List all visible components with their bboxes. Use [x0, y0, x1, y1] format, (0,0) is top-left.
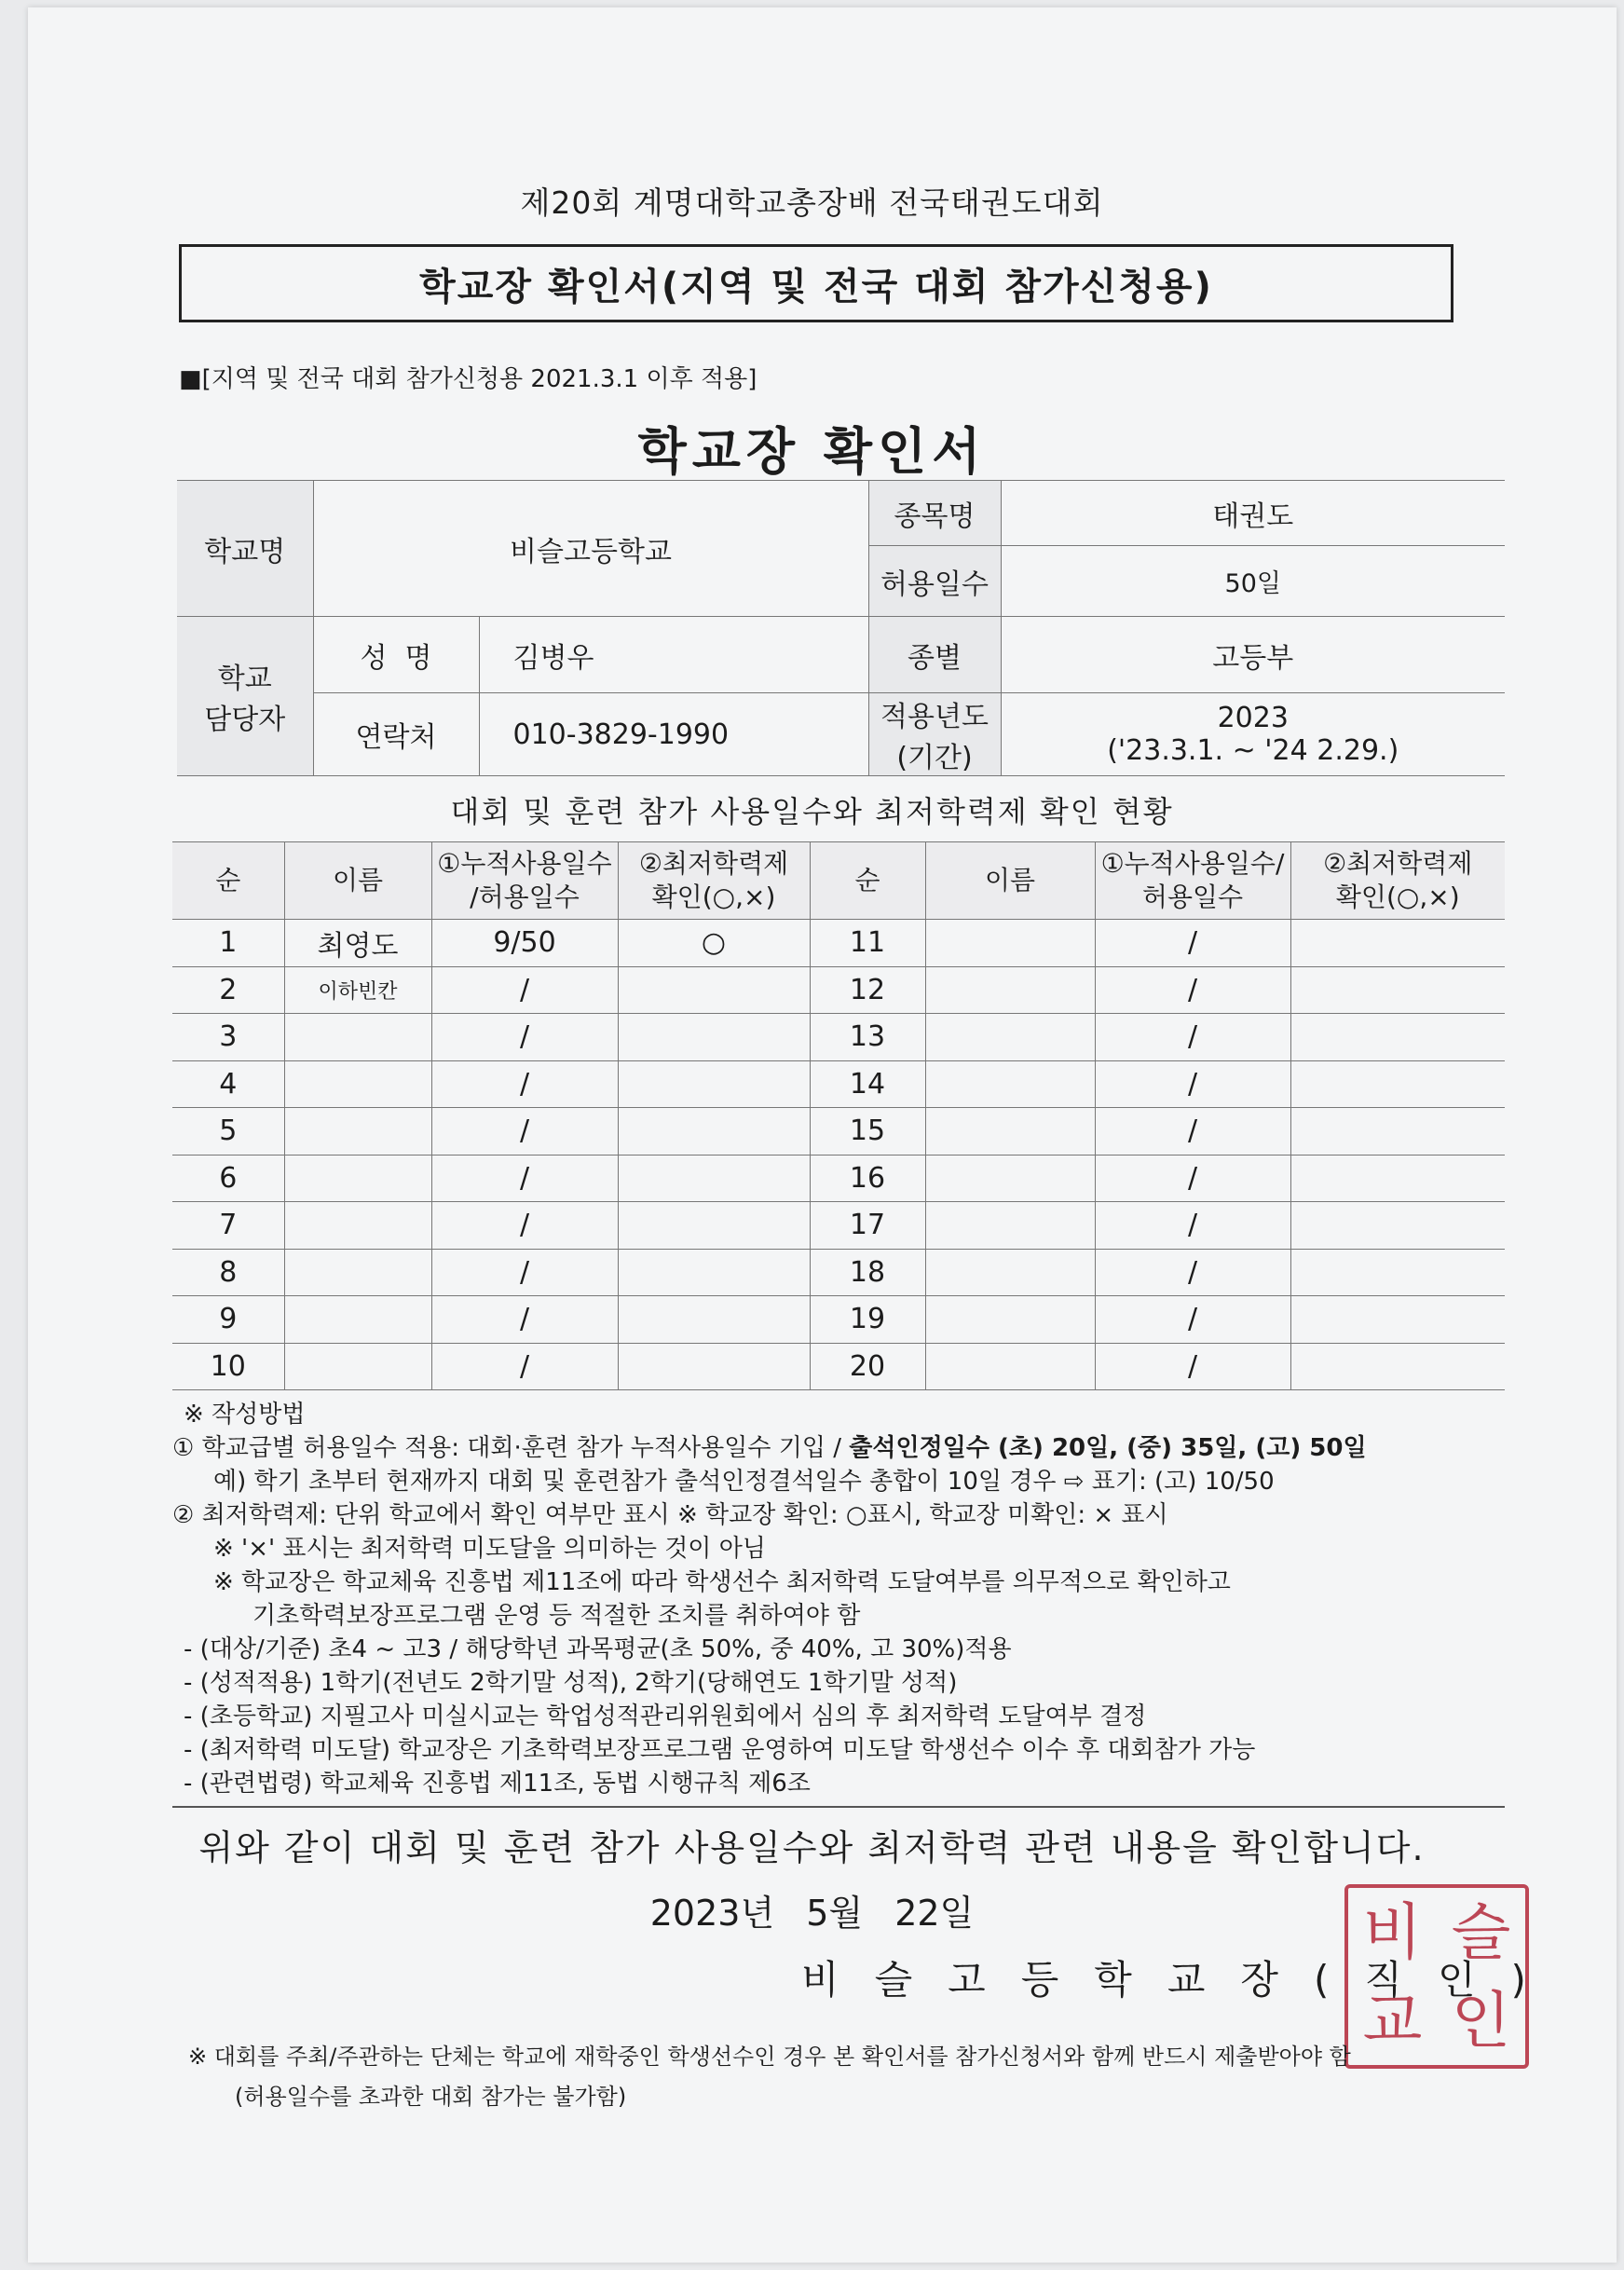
school-info-table: [177, 480, 1505, 776]
row-check: [618, 1296, 810, 1344]
divider: [172, 1806, 1505, 1808]
official-seal-stamp: [1344, 1884, 1529, 2069]
row-check: ○: [618, 920, 810, 967]
row-check: [618, 966, 810, 1014]
row-check: [618, 1249, 810, 1296]
header-check-right-line2: 확인(○,×): [1335, 882, 1460, 912]
row-name: [284, 1060, 431, 1108]
issue-date: 2023년 5월 22일: [649, 1893, 975, 1934]
header-check-right: [1290, 842, 1505, 920]
row-no-right: 17: [810, 1202, 925, 1250]
header-check-right-line1: ②최저학력제: [1323, 848, 1473, 879]
table-row: [172, 1249, 1505, 1296]
row-check-right: [1290, 1202, 1505, 1250]
row-name: [284, 1108, 431, 1156]
row-days-right: /: [1095, 1202, 1290, 1250]
row-no-right: 14: [810, 1060, 925, 1108]
row-days: /: [431, 1343, 618, 1390]
row-check-right: [1290, 1014, 1505, 1061]
row-no-right: 18: [810, 1249, 925, 1296]
row-no: 8: [172, 1249, 284, 1296]
footnote-sub: (허용일수를 초과한 대회 참가는 불가함): [235, 2084, 627, 2110]
row-check: [618, 1014, 810, 1061]
row-days: /: [431, 966, 618, 1014]
note-1-example: 예) 학기 초부터 현재까지 대회 및 훈련참가 출석인정결석일수 총합이 10일 경우 ⇨ 표기: (고) 10/50: [213, 1468, 1275, 1496]
note-7: - (성적적용) 1학기(전년도 2학기말 성적), 2학기(당해연도 1학기말 성적): [184, 1669, 958, 1697]
division-label: 종별: [868, 617, 1001, 693]
row-check: [618, 1108, 810, 1156]
row-name: [284, 1296, 431, 1344]
phone-value: 010-3829-1990: [479, 693, 868, 776]
row-no: 1: [172, 920, 284, 967]
note-1-bold: 출석인정일수 (초) 20일, (중) 35일, (고) 50일: [849, 1434, 1367, 1462]
table-row: [172, 966, 1505, 1014]
row-days-right: /: [1095, 1108, 1290, 1156]
header-name-right: 이름: [925, 842, 1095, 920]
row-no-right: 19: [810, 1296, 925, 1344]
note-8: - (초등학교) 지필고사 미실시교는 학업성적관리위원회에서 심의 후 최저학력 도달여부 결정: [184, 1702, 1147, 1730]
row-name-right: [925, 1296, 1095, 1344]
row-days-right: /: [1095, 966, 1290, 1014]
note-9: - (최저학력 미도달) 학교장은 기초학력보장프로그램 운영하여 미도달 학생선수 이수 후 대회참가 가능: [184, 1736, 1256, 1764]
status-table: [172, 841, 1505, 1390]
table-row: [172, 1108, 1505, 1156]
row-no: 4: [172, 1060, 284, 1108]
contact-label-line2: 담당자: [204, 704, 286, 736]
seal-char: 인: [1451, 1984, 1511, 2057]
header-days-right: [1095, 842, 1290, 920]
contact-person-label: [177, 617, 313, 776]
row-check: [618, 1060, 810, 1108]
row-days-right: /: [1095, 1014, 1290, 1061]
period-value: [1001, 693, 1505, 776]
table-row: [172, 1014, 1505, 1061]
row-name-right: [925, 1014, 1095, 1061]
row-check: [618, 1343, 810, 1390]
note-4: ※ 학교장은 학교체육 진흥법 제11조에 따라 학생선수 최저학력 도달여부를 의무적으로 확인하고: [213, 1568, 1231, 1596]
row-days: /: [431, 1296, 618, 1344]
note-5: 기초학력보장프로그램 운영 등 적절한 조치를 취하여야 함: [252, 1602, 861, 1630]
name-value: 김병우: [479, 617, 868, 693]
row-days: /: [431, 1155, 618, 1202]
row-name-right: [925, 966, 1095, 1014]
row-check-right: [1290, 920, 1505, 967]
row-check-right: [1290, 966, 1505, 1014]
period-label: [868, 693, 1001, 776]
name-label: 성 명: [313, 617, 479, 693]
row-no: 9: [172, 1296, 284, 1344]
row-name: 이하빈칸: [284, 966, 431, 1014]
row-check-right: [1290, 1108, 1505, 1156]
row-name-right: [925, 1343, 1095, 1390]
row-check-right: [1290, 1249, 1505, 1296]
header-days-right-line2: 허용일수: [1141, 882, 1244, 912]
footnote: ※ 대회를 주최/주관하는 단체는 학교에 재학중인 학생선수인 경우 본 확인서를 참가신청서와 함께 반드시 제출받아야 함: [188, 2044, 1351, 2070]
confirmation-statement: 위와 같이 대회 및 훈련 참가 사용일수와 최저학력 관련 내용을 확인합니다.: [198, 1827, 1426, 1868]
status-title: 대회 및 훈련 참가 사용일수와 최저학력제 확인 현황: [450, 794, 1174, 829]
note-1: [172, 1431, 1505, 1465]
header-days-line2: /허용일수: [470, 882, 580, 912]
period-label-line1: 적용년도: [880, 701, 989, 733]
header-no: 순: [172, 842, 284, 920]
row-no: 5: [172, 1108, 284, 1156]
sport-value: 태권도: [1001, 481, 1505, 546]
row-no: 10: [172, 1343, 284, 1390]
row-days: 9/50: [431, 920, 618, 967]
row-no-right: 16: [810, 1155, 925, 1202]
row-no-right: 15: [810, 1108, 925, 1156]
row-days-right: /: [1095, 1155, 1290, 1202]
header-check-line2: 확인(○,×): [651, 882, 776, 912]
note-6: - (대상/기준) 초4 ~ 고3 / 해당학년 과목평균(초 50%, 중 40%, 고 30%)적용: [184, 1635, 1012, 1663]
row-no: 6: [172, 1155, 284, 1202]
row-no-right: 20: [810, 1343, 925, 1390]
row-check: [618, 1155, 810, 1202]
row-name: [284, 1249, 431, 1296]
header-check: [618, 842, 810, 920]
row-name-right: [925, 1108, 1095, 1156]
row-name: 최영도: [284, 920, 431, 967]
event-title: 제20회 계명대학교총장배 전국태권도대회: [520, 185, 1104, 221]
row-days: /: [431, 1249, 618, 1296]
instructions: [172, 1398, 1505, 1800]
header-name: 이름: [284, 842, 431, 920]
seal-char: 비: [1362, 1895, 1423, 1968]
row-name-right: [925, 1155, 1095, 1202]
header-no-right: 순: [810, 842, 925, 920]
contact-label-line1: 학교: [217, 663, 272, 695]
phone-label: 연락처: [313, 693, 479, 776]
row-check-right: [1290, 1155, 1505, 1202]
school-name-value: 비슬고등학교: [313, 481, 868, 617]
allowed-days-value: 50일: [1001, 546, 1505, 617]
row-days: /: [431, 1014, 618, 1061]
table-row: [172, 1202, 1505, 1250]
row-days: /: [431, 1108, 618, 1156]
note-10: - (관련법령) 학교체육 진흥법 제11조, 동법 시행규칙 제6조: [184, 1770, 811, 1798]
row-no-right: 12: [810, 966, 925, 1014]
row-no: 3: [172, 1014, 284, 1061]
period-label-line2: (기간): [896, 742, 973, 774]
table-row: [172, 1155, 1505, 1202]
row-check-right: [1290, 1296, 1505, 1344]
row-days: /: [431, 1202, 618, 1250]
row-name-right: [925, 1060, 1095, 1108]
row-no-right: 11: [810, 920, 925, 967]
row-name-right: [925, 1202, 1095, 1250]
header-days-line1: ①누적사용일수: [437, 848, 612, 879]
seal-char: 교: [1362, 1984, 1423, 2057]
sport-label: 종목명: [868, 481, 1001, 546]
header-days: [431, 842, 618, 920]
row-check: [618, 1202, 810, 1250]
document-title: 학교장 확인서: [637, 422, 987, 481]
row-name-right: [925, 920, 1095, 967]
school-name-label: 학교명: [177, 481, 313, 617]
applicability-note: ■[지역 및 전국 대회 참가신청용 2021.3.1 이후 적용]: [179, 365, 757, 393]
row-name: [284, 1343, 431, 1390]
table-row: [172, 1296, 1505, 1344]
period-range: ('23.3.1. ~ '24 2.29.): [1107, 734, 1399, 767]
allowed-days-label: 허용일수: [868, 546, 1001, 617]
table-row: [172, 1343, 1505, 1390]
header-check-line1: ②최저학력제: [638, 848, 789, 879]
seal-char: 슬: [1451, 1895, 1511, 1968]
row-days-right: /: [1095, 1060, 1290, 1108]
row-days-right: /: [1095, 920, 1290, 967]
header-days-right-line1: ①누적사용일수/: [1100, 848, 1285, 879]
row-no: 2: [172, 966, 284, 1014]
row-days-right: /: [1095, 1296, 1290, 1344]
table-row: [172, 1060, 1505, 1108]
notes-heading: ※ 작성방법: [184, 1401, 306, 1429]
row-name-right: [925, 1249, 1095, 1296]
boxed-title: 학교장 확인서(지역 및 전국 대회 참가신청용): [179, 244, 1453, 322]
row-name: [284, 1014, 431, 1061]
division-value: 고등부: [1001, 617, 1505, 693]
row-days-right: /: [1095, 1249, 1290, 1296]
table-row: [172, 920, 1505, 967]
note-1-text: ① 학교급별 허용일수 적용: 대회·훈련 참가 누적사용일수 기입 /: [172, 1434, 850, 1462]
row-no-right: 13: [810, 1014, 925, 1061]
principal-signature-line: 비슬고등학교장(직인): [801, 1957, 1562, 2003]
note-3: ※ '×' 표시는 최저학력 미도달을 의미하는 것이 아님: [213, 1535, 766, 1563]
row-no: 7: [172, 1202, 284, 1250]
row-days: /: [431, 1060, 618, 1108]
row-name: [284, 1155, 431, 1202]
row-name: [284, 1202, 431, 1250]
row-check-right: [1290, 1343, 1505, 1390]
row-days-right: /: [1095, 1343, 1290, 1390]
period-year: 2023: [1217, 702, 1289, 734]
row-check-right: [1290, 1060, 1505, 1108]
note-2: ② 최저학력제: 단위 학교에서 확인 여부만 표시 ※ 학교장 확인: ○표시, 학교장 미확인: × 표시: [172, 1501, 1168, 1529]
